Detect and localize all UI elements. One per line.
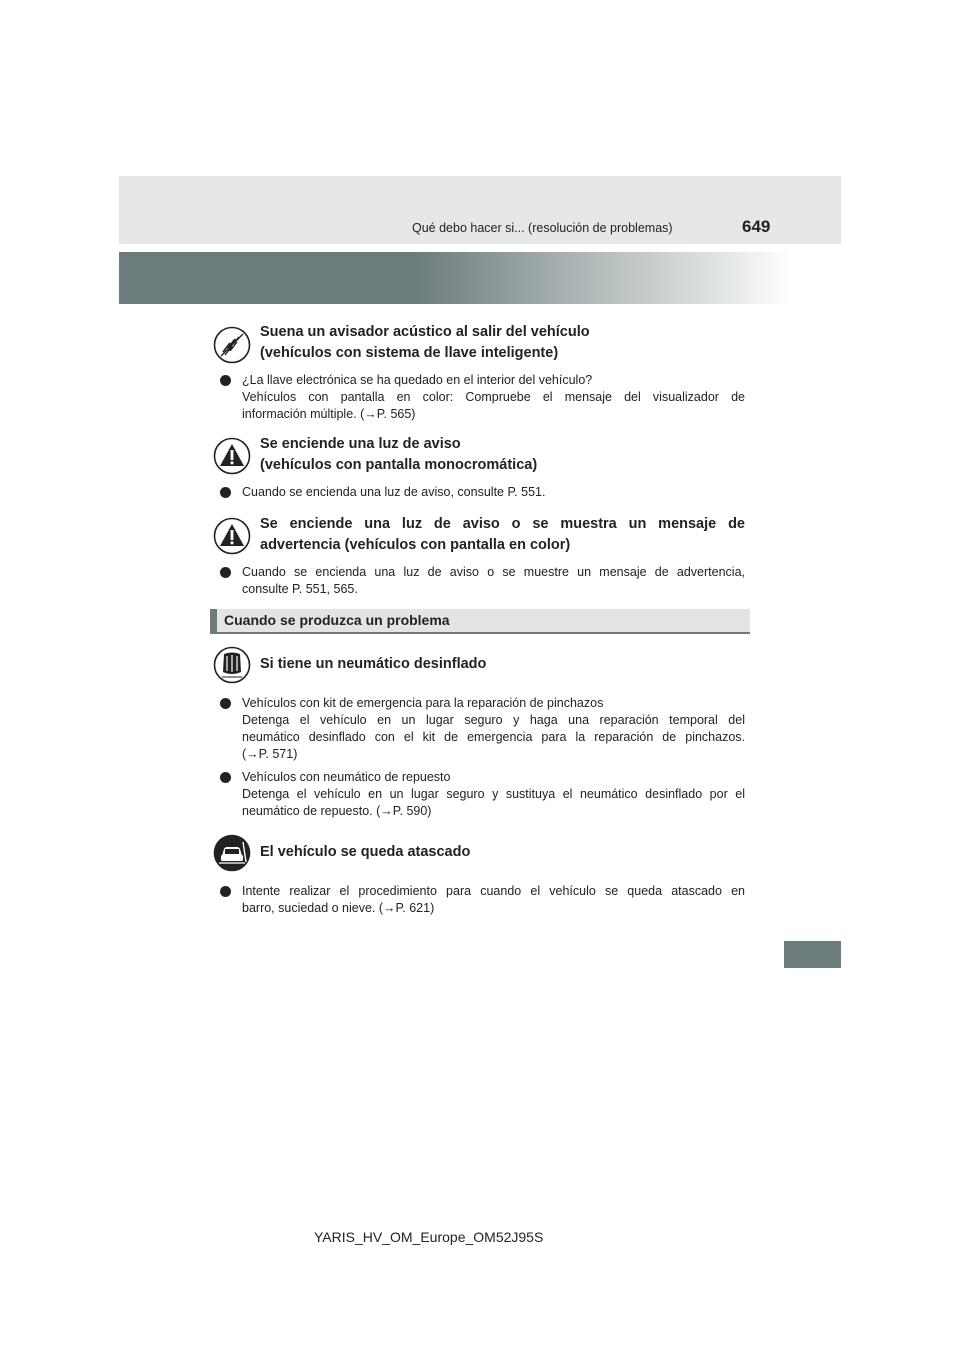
list-item: Cuando se encienda una luz de aviso, consulte P. 551. [220, 484, 745, 501]
chapter-gradient-band [119, 252, 791, 304]
flat-tire-icon [213, 646, 251, 684]
bullet-icon [220, 375, 231, 386]
bullet-icon [220, 567, 231, 578]
list-item: Cuando se encienda una luz de aviso o se muestre un mensaje de advertencia, consulte P. 551, 565. [220, 564, 745, 598]
section-title: Cuando se produzca un problema [224, 612, 450, 628]
page-number: 649 [742, 217, 771, 236]
section-title-bar [210, 609, 750, 634]
document-code: YARIS_HV_OM_Europe_OM52J95S [314, 1229, 544, 1245]
bullet-icon [220, 886, 231, 897]
list-item: Vehículos con kit de emergencia para la reparación de pinchazos Detenga el vehículo en un lugar seguro y haga una reparación temporal del neumático desinflado con el kit de emergencia para la reparación de pinchazos. (→P. 571) [220, 695, 745, 763]
warning-message-icon [213, 517, 251, 555]
bullet-icon [220, 772, 231, 783]
header-title: Qué debo hacer si... (resolución de problemas) [412, 221, 673, 235]
warning-light-icon [213, 437, 251, 475]
chapter-side-tab [784, 941, 841, 968]
section-heading-sound-alarm: Suena un avisador acústico al salir del vehículo (vehículos con sistema de llave inteligente) [260, 324, 590, 361]
item-heading-flat-tire: Si tiene un neumático desinflado [260, 656, 487, 672]
bullet-icon [220, 698, 231, 709]
bullet-icon [220, 487, 231, 498]
list-item: ¿La llave electrónica se ha quedado en el interior del vehículo? Vehículos con pantalla en color: Compruebe el mensaje del visualizador de información múltiple. (→P. 565) [220, 372, 745, 423]
section-heading-warning-light: Se enciende una luz de aviso (vehículos con pantalla monocromática) [260, 436, 538, 473]
stuck-vehicle-icon [213, 834, 251, 872]
sound-alarm-icon [213, 326, 251, 364]
item-heading-stuck-vehicle: El vehículo se queda atascado [260, 844, 471, 860]
list-item: Intente realizar el procedimiento para cuando el vehículo se queda atascado en barro, suciedad o nieve. (→P. 621) [220, 883, 745, 917]
section-heading-warning-message: Se enciende una luz de aviso o se muestra un mensaje de advertencia (vehículos con pantalla en color) [260, 516, 745, 553]
list-item: Vehículos con neumático de repuesto Detenga el vehículo en un lugar seguro y sustituya el neumático desinflado por el neumático de repuesto. (→P. 590) [220, 769, 745, 820]
